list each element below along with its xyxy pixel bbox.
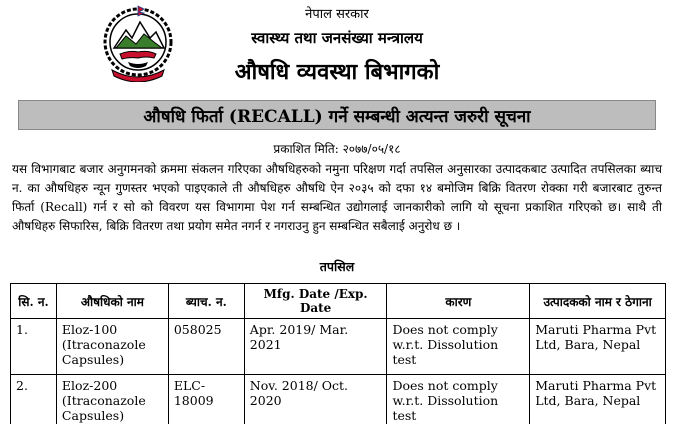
table-row xyxy=(11,319,666,375)
letterhead xyxy=(0,0,674,92)
ministry-name: स्वास्थ्य तथा जनसंख्या मन्त्रालय xyxy=(251,29,423,47)
header-manufacturer: उत्पादकको नाम र ठेगाना xyxy=(530,284,666,319)
header-serial: सि. न. xyxy=(11,284,57,319)
notice-body: यस विभागबाट बजार अनुगमनको क्रममा संकलन गरिएका औषधिहरुको नमुना परिक्षण गर्दा तपसिल अनुसारका उत्पादकबाट उत्पादित तपसिलका ब्याच न. का औषधिहरु न्यून गुणस्तर भएको पाइएकाले ती औषधिहरु औषधि ऐन २०३५ को दफा १४ बमोजिम बिक्रि वितरण रोक्का गरी बजारबाट तुरुन्त फिर्ता (Recall) गर्न र सो को विवरण यस विभागमा पेश गर्न सम्बन्धित उद्योगलाई जानकारीको लागि यो सूचना प्रकाशित गरिएको छ। साथै ती औषधिहरु सिफारिस, बिक्रि वितरण तथा प्रयोग समेत नगर्न र नगराउनु हुन सम्बन्धित सबैलाई अनुरोध छ । xyxy=(12,162,662,233)
cell-reason: Does not comply w.r.t. Dissolution test xyxy=(387,319,530,375)
cell-reason: Does not comply w.r.t. Dissolution test xyxy=(387,375,530,424)
cell-mfg-exp-date: Nov. 2018/ Oct. 2020 xyxy=(244,375,387,424)
department-name: औषधि व्यवस्था बिभागको xyxy=(234,59,440,85)
header-reason: कारण xyxy=(387,284,530,319)
recall-details-table xyxy=(10,283,666,424)
details-heading: तपसिल xyxy=(319,259,355,274)
cell-serial: 2. xyxy=(11,375,57,424)
table-header-row xyxy=(11,284,666,319)
cell-serial: 1. xyxy=(11,319,57,375)
published-date: प्रकाशित मिति: २०७७/०५/१८ xyxy=(273,142,401,156)
header-medicine-name: औषधिको नाम xyxy=(56,284,168,319)
government-name: नेपाल सरकार xyxy=(305,7,369,22)
notice-title: औषधि फिर्ता (RECALL) गर्ने सम्बन्धी अत्यन्त जरुरी सूचना xyxy=(18,100,656,130)
table-row xyxy=(11,375,666,424)
cell-medicine-name: Eloz-200 (Itraconazole Capsules) xyxy=(56,375,168,424)
cell-manufacturer: Maruti Pharma Pvt Ltd, Bara, Nepal xyxy=(530,319,666,375)
cell-medicine-name: Eloz-100 (Itraconazole Capsules) xyxy=(56,319,168,375)
cell-manufacturer: Maruti Pharma Pvt Ltd, Bara, Nepal xyxy=(530,375,666,424)
cell-batch-no: ELC-18009 xyxy=(168,375,244,424)
cell-mfg-exp-date: Apr. 2019/ Mar. 2021 xyxy=(244,319,387,375)
cell-batch-no: 058025 xyxy=(168,319,244,375)
header-mfg-exp-date: Mfg. Date /Exp. Date xyxy=(244,284,387,319)
header-batch-no: ब्याच. न. xyxy=(168,284,244,319)
